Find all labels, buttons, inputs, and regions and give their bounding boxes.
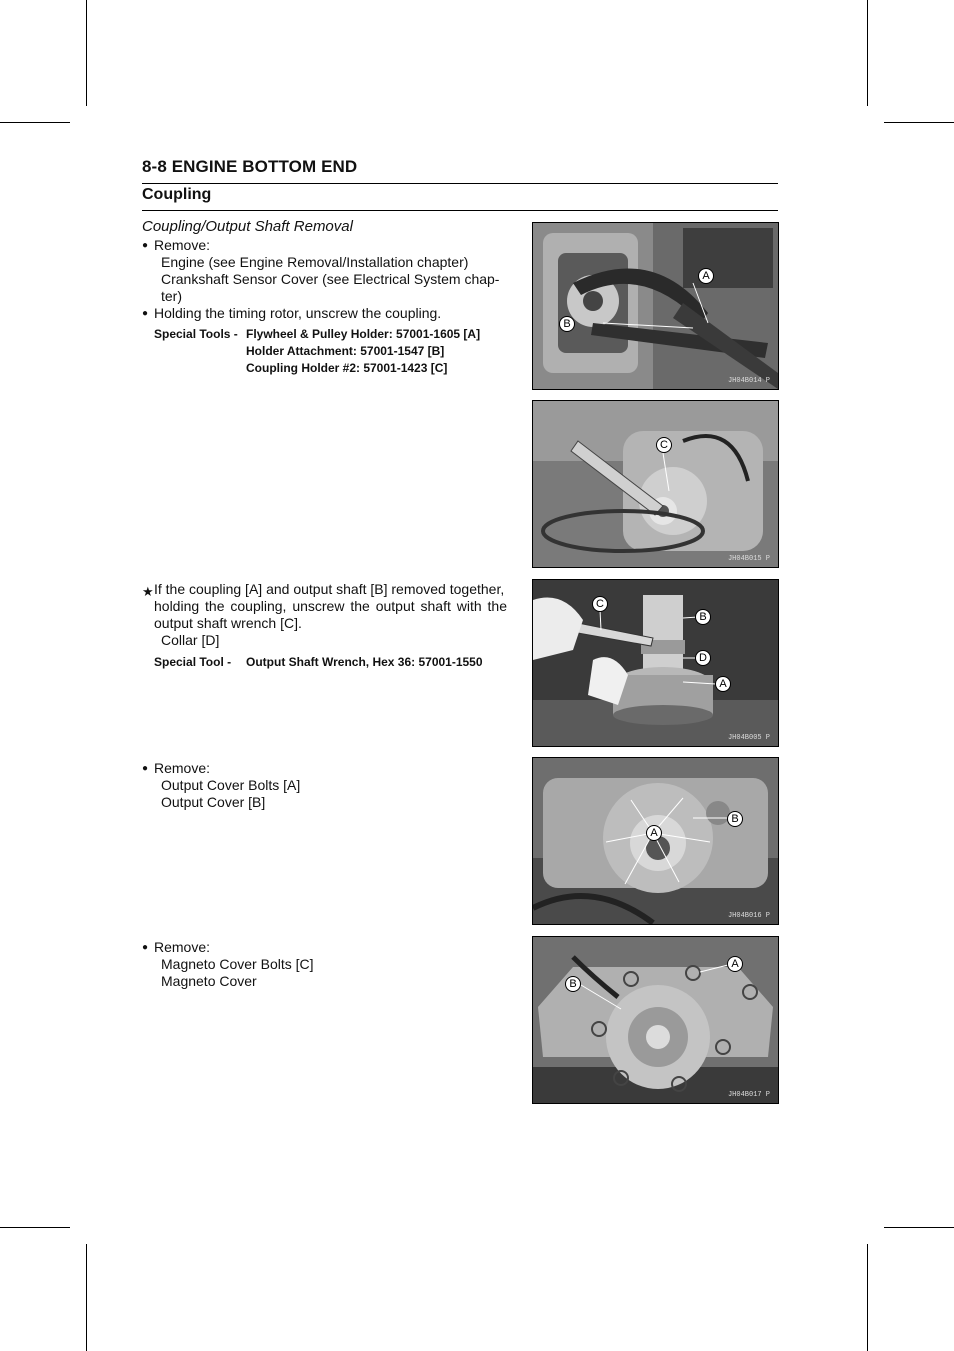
remove-label: Remove: bbox=[154, 237, 211, 253]
callout-label: B bbox=[695, 609, 711, 625]
instruction-text: Holding the timing rotor, unscrew the coupling. bbox=[154, 305, 442, 321]
list-item: Magneto Cover Bolts [C] bbox=[161, 956, 314, 972]
crop-mark bbox=[0, 1227, 70, 1228]
figure-id: JH04B016 P bbox=[727, 912, 770, 920]
callout-label: D bbox=[695, 650, 711, 666]
tool-item: Flywheel & Pulley Holder: 57001-1605 [A] bbox=[246, 327, 481, 341]
photo-illustration bbox=[533, 223, 778, 389]
crop-mark bbox=[884, 1227, 954, 1228]
bullet-icon: ● bbox=[142, 308, 149, 319]
section-rule bbox=[142, 210, 778, 211]
figure-magneto-cover bbox=[532, 936, 779, 1104]
figure-output-cover bbox=[532, 757, 779, 925]
crop-mark bbox=[86, 0, 87, 106]
bullet-icon: ● bbox=[142, 240, 149, 251]
callout-label: A bbox=[646, 825, 662, 841]
instruction-text: If the coupling [A] and output shaft [B] removed together, bbox=[154, 581, 505, 597]
crop-mark bbox=[867, 1244, 868, 1351]
list-item: Crankshaft Sensor Cover (see Electrical System chap- bbox=[161, 271, 500, 287]
figure-flywheel-holder bbox=[532, 222, 779, 390]
callout-label: A bbox=[715, 676, 731, 692]
callout-label: C bbox=[592, 596, 608, 612]
list-item: ter) bbox=[161, 288, 182, 304]
special-tool-label: Special Tool - bbox=[154, 655, 232, 669]
crop-mark bbox=[86, 1244, 87, 1351]
callout-label: B bbox=[565, 976, 581, 992]
figure-coupling-holder bbox=[532, 400, 779, 568]
callout-label: A bbox=[698, 268, 714, 284]
bullet-icon: ● bbox=[142, 942, 149, 953]
photo-illustration bbox=[533, 758, 778, 924]
crop-mark bbox=[867, 0, 868, 106]
instruction-text: output shaft wrench [C]. bbox=[154, 615, 302, 631]
callout-label: A bbox=[727, 956, 743, 972]
figure-id: JH04B005 P bbox=[727, 734, 770, 742]
instruction-text: holding the coupling, unscrew the output shaft with the bbox=[154, 598, 507, 614]
figure-id: JH04B017 P bbox=[727, 1091, 770, 1099]
callout-label: C bbox=[656, 437, 672, 453]
tool-item: Coupling Holder #2: 57001-1423 [C] bbox=[246, 361, 448, 375]
photo-illustration bbox=[533, 580, 778, 746]
list-item: Engine (see Engine Removal/Installation chapter) bbox=[161, 254, 469, 270]
header-rule bbox=[142, 183, 778, 184]
page-title: 8-8 ENGINE BOTTOM END bbox=[142, 157, 358, 176]
star-icon: ★ bbox=[142, 584, 154, 599]
callout-label: B bbox=[727, 811, 743, 827]
tool-item: Holder Attachment: 57001-1547 [B] bbox=[246, 344, 445, 358]
figure-output-shaft-wrench bbox=[532, 579, 779, 747]
callout-label: B bbox=[559, 316, 575, 332]
remove-label: Remove: bbox=[154, 760, 211, 776]
figure-id: JH04B014 P bbox=[727, 377, 770, 385]
tool-item: Output Shaft Wrench, Hex 36: 57001-1550 bbox=[246, 655, 483, 669]
list-item: Output Cover [B] bbox=[161, 794, 266, 810]
photo-illustration bbox=[533, 401, 778, 567]
remove-label: Remove: bbox=[154, 939, 211, 955]
list-item: Magneto Cover bbox=[161, 973, 257, 989]
crop-mark bbox=[0, 122, 70, 123]
figure-id: JH04B015 P bbox=[727, 555, 770, 563]
crop-mark bbox=[884, 122, 954, 123]
bullet-icon: ● bbox=[142, 763, 149, 774]
subsection-title: Coupling/Output Shaft Removal bbox=[142, 218, 353, 235]
section-title: Coupling bbox=[142, 186, 212, 203]
list-item: Collar [D] bbox=[161, 632, 220, 648]
special-tools-label: Special Tools - bbox=[154, 327, 238, 341]
list-item: Output Cover Bolts [A] bbox=[161, 777, 301, 793]
